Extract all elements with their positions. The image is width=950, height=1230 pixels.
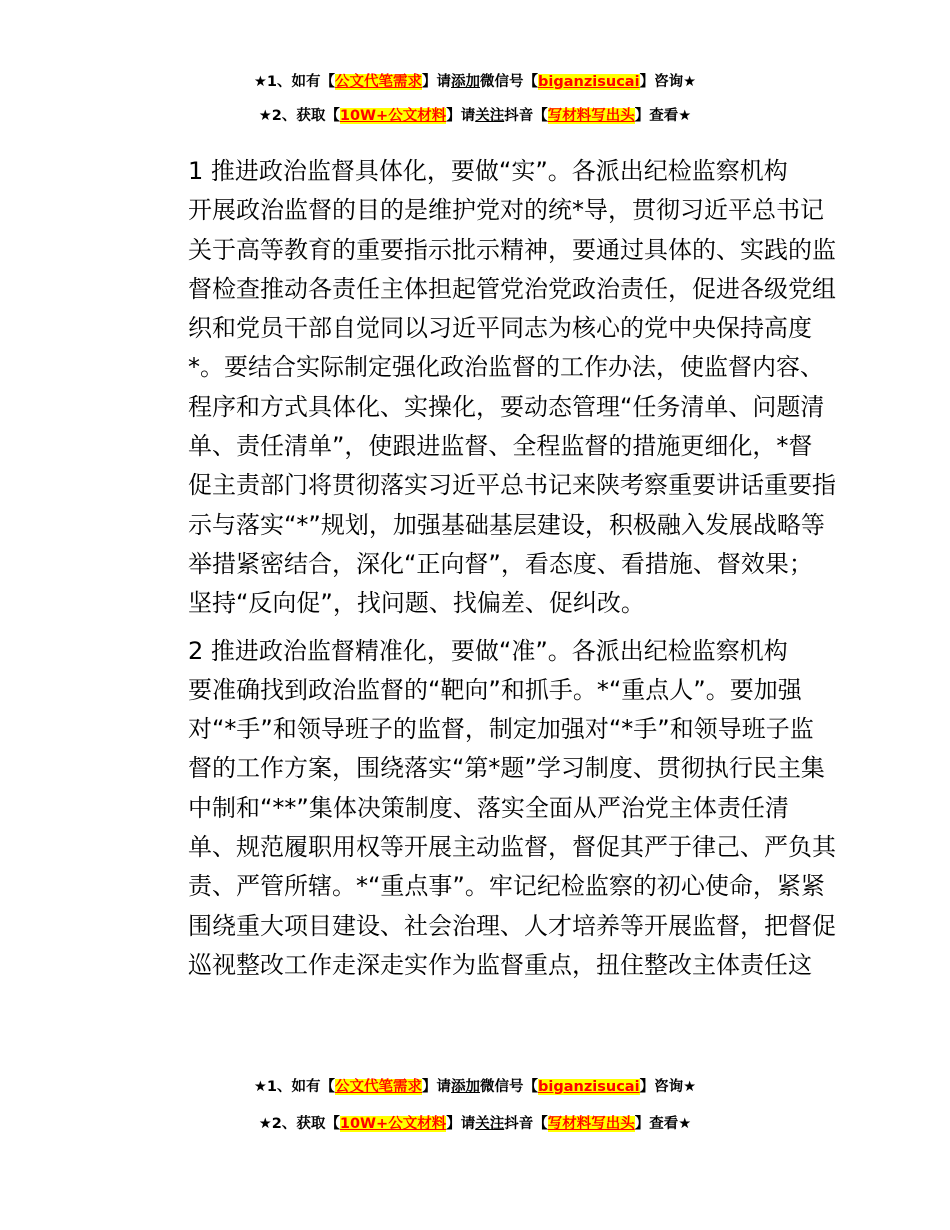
banner-bracket: 】 (639, 74, 655, 90)
banner-highlight: biganzisucai (538, 74, 640, 90)
banner-text: ★1、如有 (253, 1079, 321, 1095)
document-body (140, 152, 836, 993)
banner-underline: 添加 (451, 1079, 481, 1095)
text-line: 促主责部门将贯彻落实习近平总书记来陕考察重要讲话重要指 (188, 471, 836, 500)
text-line: *。要结合实际制定强化政治监督的工作办法，使监督内容、 (188, 353, 824, 382)
banner-text: ★1、如有 (253, 74, 321, 90)
banner-text: ★2、获取 (258, 1116, 326, 1132)
text-line: 单、规范履职用权等开展主动监督，督促其严于律己、严负其 (188, 833, 836, 862)
banner-bracket: 【 (320, 1079, 336, 1095)
text-line: 责、严管所辖。*“重点事”。牢记纪检监察的初心使命，紧紧 (188, 872, 825, 901)
paragraph-1 (140, 152, 836, 624)
text-line: 围绕重大项目建设、社会治理、人才培养等开展监督，把督促 (188, 911, 836, 940)
banner-bracket: 】 (634, 108, 650, 124)
banner-text: 微信号 (480, 74, 524, 90)
banner-bracket: 】 (639, 1079, 655, 1095)
banner-text: ★2、获取 (258, 108, 326, 124)
banner-highlight: 公文代笔需求 (335, 74, 423, 90)
text-line: 举措紧密结合，深化“正向督”，看态度、看措施、督效果； (188, 549, 813, 578)
banner-underline: 关注 (475, 108, 505, 124)
banner-highlight: 10W+公文材料 (339, 1116, 447, 1132)
banner-text: 请 (436, 74, 452, 90)
banner-bracket: 【 (523, 74, 539, 90)
text-line: 单、责任清单”，使跟进监督、全程监督的措施更细化，*督 (188, 432, 813, 461)
text-line: 要准确找到政治监督的“靶向”和抓手。*“重点人”。要加强 (188, 675, 802, 704)
text-line: 1 推进政治监督具体化，要做“实”。各派出纪检监察机构 (188, 157, 788, 185)
text-line: 关于高等教育的重要指示批示精神，要通过具体的、实践的监 (188, 235, 836, 264)
banner-bracket: 】 (422, 74, 437, 90)
text-line: 示与落实“*”规划，加强基础基层建设，积极融入发展战略等 (188, 510, 825, 539)
banner-highlight: 写材料写出头 (547, 1116, 635, 1132)
text-line: 对“*手”和领导班子的监督，制定加强对“*手”和领导班子监 (188, 715, 814, 744)
text-line: 督检查推动各责任主体担起管党治党政治责任，促进各级党组 (188, 274, 836, 303)
banner-bracket: 【 (325, 1116, 340, 1132)
footer-banner-line-1 (0, 1077, 950, 1097)
header-banner-line-2 (0, 106, 950, 126)
banner-bracket: 【 (533, 1116, 548, 1132)
banner-text: 抖音 (504, 1116, 534, 1132)
banner-highlight: 10W+公文材料 (339, 108, 447, 124)
banner-bracket: 】 (634, 1116, 650, 1132)
banner-highlight: biganzisucai (538, 1079, 640, 1095)
banner-bracket: 【 (320, 74, 336, 90)
banner-bracket: 】 (446, 108, 461, 124)
banner-text: 微信号 (480, 1079, 524, 1095)
banner-text: 查看★ (649, 108, 692, 124)
banner-text: 请 (460, 1116, 476, 1132)
text-line: 坚持“反向促”，找问题、找偏差、促纠改。 (188, 589, 645, 618)
banner-underline: 添加 (451, 74, 481, 90)
text-line: 织和党员干部自觉同以习近平同志为核心的党中央保持高度 (188, 314, 812, 343)
header-banner-line-1 (0, 72, 950, 92)
banner-bracket: 【 (325, 108, 340, 124)
paragraph-2 (140, 632, 836, 986)
banner-bracket: 【 (533, 108, 548, 124)
banner-text: 请 (460, 108, 476, 124)
banner-underline: 关注 (475, 1116, 505, 1132)
text-line: 2 推进政治监督精准化，要做“准”。各派出纪检监察机构 (188, 636, 788, 665)
text-line: 巡视整改工作走深走实作为监督重点，扭住整改主体责任这 (188, 950, 812, 979)
banner-text: 咨询★ (654, 1079, 697, 1095)
banner-text: 抖音 (504, 108, 534, 124)
banner-highlight: 公文代笔需求 (335, 1079, 423, 1095)
banner-bracket: 【 (523, 1079, 539, 1095)
banner-text: 查看★ (649, 1116, 692, 1132)
banner-text: 咨询★ (654, 74, 697, 90)
banner-text: 请 (436, 1079, 452, 1095)
banner-highlight: 写材料写出头 (547, 108, 635, 124)
footer-banner-line-2 (0, 1114, 950, 1134)
banner-bracket: 】 (446, 1116, 461, 1132)
text-line: 中制和“**”集体决策制度、落实全面从严治党主体责任清 (188, 793, 789, 822)
text-line: 程序和方式具体化、实操化，要动态管理“任务清单、问题清 (188, 392, 825, 421)
banner-bracket: 】 (422, 1079, 437, 1095)
text-line: 督的工作方案，围绕落实“第*题”学习制度、贯彻执行民主集 (188, 754, 825, 783)
text-line: 开展政治监督的目的是维护党对的统*导，贯彻习近平总书记 (188, 196, 824, 225)
